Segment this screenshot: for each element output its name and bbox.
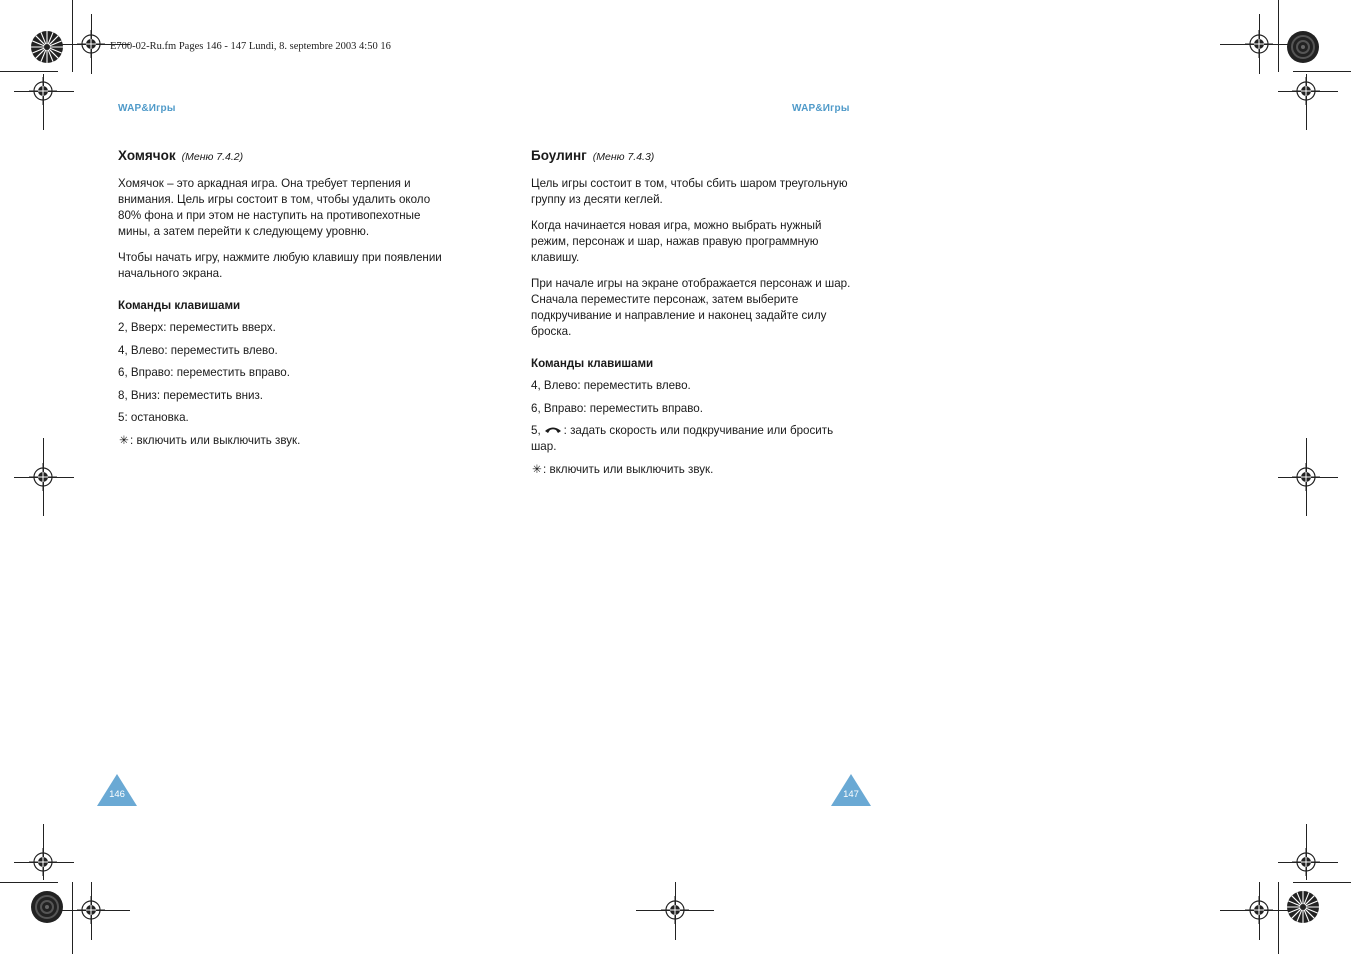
paragraph: Когда начинается новая игра, можно выбрать нужный режим, персонаж и шар, нажав правую программную клавишу. [531, 219, 822, 264]
registration-mark-icon [29, 463, 57, 491]
star-target-icon [1286, 890, 1320, 924]
registration-mark-icon [1245, 896, 1273, 924]
page-number: 146 [109, 789, 125, 800]
right-page-title [531, 148, 861, 165]
paragraph: При начале игры на экране отображается персонаж и шар. Сначала переместите персонаж, затем выберите подкручивание и направление и наконец задайте силу броска. [531, 277, 851, 338]
command-prefix: 5, [531, 424, 541, 437]
menu-reference: (Меню 7.4.3) [592, 151, 655, 163]
section-label-left: WAP&Игры [118, 103, 176, 114]
registration-mark-icon [77, 896, 105, 924]
registration-mark-icon [1292, 463, 1320, 491]
left-page-title [118, 148, 448, 165]
page-number-badge-left [97, 774, 137, 806]
command-item: 6, Вправо: переместить вправо. [118, 366, 290, 379]
command-item: 2, Вверх: переместить вверх. [118, 321, 276, 334]
paragraph: Чтобы начать игру, нажмите любую клавишу при появлении начального экрана. [118, 251, 442, 280]
star-target-icon [30, 30, 64, 64]
command-text: : задать скорость или подкручивание или бросить шар. [531, 424, 834, 453]
star-key-icon: ✳ [119, 433, 129, 447]
command-item: 4, Влево: переместить влево. [118, 343, 278, 357]
page-number-badge-right [831, 774, 871, 806]
phone-key-icon [544, 425, 562, 435]
section-label-right: WAP&Игры [792, 103, 850, 114]
command-text: : включить или выключить звук. [543, 462, 714, 476]
game-title: Боулинг [531, 148, 587, 163]
left-page-content [118, 148, 448, 455]
commands-heading: Команды клавишами [531, 357, 654, 370]
right-page-content [531, 148, 861, 484]
page-number: 147 [843, 789, 859, 800]
registration-mark-icon [29, 848, 57, 876]
star-target-icon [1286, 30, 1320, 64]
paragraph: Цель игры состоит в том, чтобы сбить шаром треугольную группу из десяти кеглей. [531, 177, 848, 206]
command-item: 6, Вправо: переместить вправо. [531, 401, 703, 415]
registration-mark-icon [77, 30, 105, 58]
command-item-star [531, 462, 861, 478]
commands-heading: Команды клавишами [118, 299, 241, 312]
registration-mark-icon [1245, 30, 1273, 58]
star-target-icon [30, 890, 64, 924]
star-key-icon: ✳ [532, 462, 542, 476]
command-item: 5: остановка. [118, 411, 189, 424]
command-item: 4, Влево: переместить влево. [531, 379, 691, 392]
menu-reference: (Меню 7.4.2) [181, 151, 244, 163]
registration-mark-icon [661, 896, 689, 924]
file-stamp: E700-02-Ru.fm Pages 146 - 147 Lundi, 8. septembre 2003 4:50 16 [110, 41, 391, 52]
command-item-star [118, 433, 448, 449]
registration-mark-icon [1292, 77, 1320, 105]
command-item: 8, Вниз: переместить вниз. [118, 388, 264, 402]
command-text: : включить или выключить звук. [130, 433, 301, 447]
registration-mark-icon [1292, 848, 1320, 876]
registration-mark-icon [29, 77, 57, 105]
paragraph: Хомячок – это аркадная игра. Она требует терпения и внимания. Цель игры состоит в том, чтобы удалить около 80% фона и при этом не наступить на противопехотные мины, а затем перейти к следующему уровню. [118, 177, 431, 238]
command-item-phone [531, 423, 861, 455]
game-title: Хомячок [118, 148, 176, 163]
